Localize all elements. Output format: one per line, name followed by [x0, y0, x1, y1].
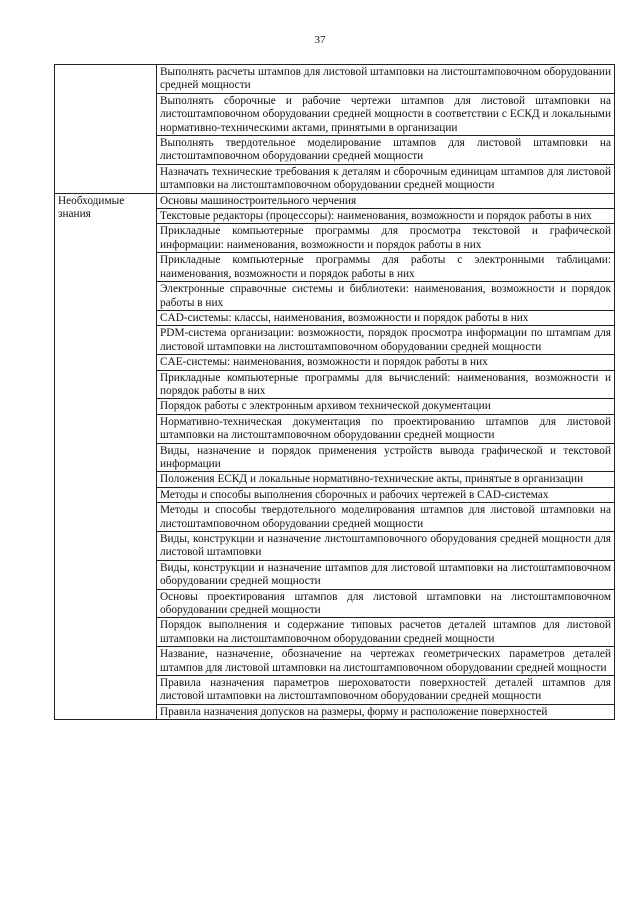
- row-text: Виды, назначение и порядок применения устройств вывода графической и текстовой информации: [157, 443, 615, 472]
- row-text: Порядок работы с электронным архивом технической документации: [157, 399, 615, 414]
- row-text: Виды, конструкции и назначение листоштамповочного оборудования средней мощности для листовой штамповки: [157, 532, 615, 561]
- row-text: Название, назначение, обозначение на чертежах геометрических параметров деталей штампов для листовой штамповки на листоштамповочном оборудовании средней мощности: [157, 647, 615, 676]
- row-text: CAD-системы: классы, наименования, возможности и порядок работы в них: [157, 310, 615, 325]
- row-text: Методы и способы выполнения сборочных и рабочих чертежей в CAD-системах: [157, 487, 615, 502]
- row-text: Виды, конструкции и назначение штампов для листовой штамповки на листоштамповочном оборудовании средней мощности: [157, 560, 615, 589]
- table-row: [55, 193, 615, 208]
- requirements-table: [54, 64, 615, 720]
- row-text: Прикладные компьютерные программы для просмотра текстовой и графической информации: наименования, возможности и порядок работы в них: [157, 224, 615, 253]
- row-text: Выполнять расчеты штампов для листовой штамповки на листоштамповочном оборудовании средней мощности: [157, 65, 615, 94]
- row-text: Порядок выполнения и содержание типовых расчетов деталей штампов для листовой штамповки на листоштамповочном оборудовании средней мощности: [157, 618, 615, 647]
- row-text: PDM-система организации: возможности, порядок просмотра информации по штампам для листовой штамповки на листоштамповочном оборудовании средней мощности: [157, 326, 615, 355]
- row-text: Основы машиностроительного черчения: [157, 193, 615, 208]
- row-label: Необходимые знания: [55, 193, 157, 720]
- table-row: [55, 65, 615, 94]
- row-text: Электронные справочные системы и библиотеки: наименования, возможности и порядок работы в них: [157, 282, 615, 311]
- row-text: Положения ЕСКД и локальные нормативно-технические акты, принятые в организации: [157, 472, 615, 487]
- row-text: Основы проектирования штампов для листовой штамповки на листоштамповочном оборудовании средней мощности: [157, 589, 615, 618]
- row-text: Выполнять сборочные и рабочие чертежи штампов для листовой штамповки на листоштамповочном оборудовании средней мощности в соответствии с ЕСКД и локальными нормативно-техническими актами, принятыми в организации: [157, 93, 615, 135]
- row-text: CAE-системы: наименования, возможности и порядок работы в них: [157, 355, 615, 370]
- page-number: 37: [314, 34, 326, 46]
- row-text: Нормативно-техническая документация по проектированию штампов для листовой штамповки на листоштамповочном оборудовании средней мощности: [157, 414, 615, 443]
- requirements-table-body: [55, 65, 615, 720]
- row-text: Назначать технические требования к деталям и сборочным единицам штампов для листовой штамповки на листоштамповочном оборудовании средней мощности: [157, 164, 615, 193]
- row-label: [55, 65, 157, 194]
- row-text: Прикладные компьютерные программы для вычислений: наименования, возможности и порядок работы в них: [157, 370, 615, 399]
- row-text: Правила назначения допусков на размеры, форму и расположение поверхностей: [157, 704, 615, 719]
- row-text: Методы и способы твердотельного моделирования штампов для листовой штамповки на листоштамповочном оборудовании средней мощности: [157, 503, 615, 532]
- row-text: Выполнять твердотельное моделирование штампов для листовой штамповки на листоштамповочном оборудовании средней мощности: [157, 136, 615, 165]
- row-text: Прикладные компьютерные программы для работы с электронными таблицами: наименования, возможности и порядок работы в них: [157, 253, 615, 282]
- row-text: Правила назначения параметров шероховатости поверхностей деталей штампов для листовой штамповки на листоштамповочном оборудовании средней мощности: [157, 676, 615, 705]
- row-text: Текстовые редакторы (процессоры): наименования, возможности и порядок работы в них: [157, 209, 615, 224]
